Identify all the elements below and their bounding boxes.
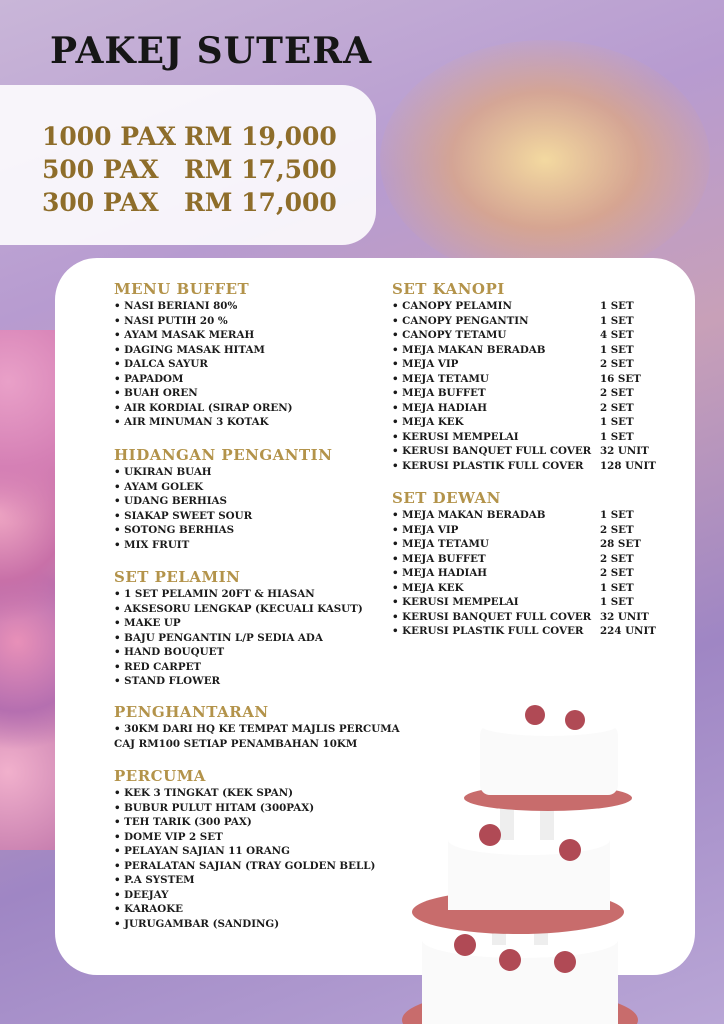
list-item: • AIR MINUMAN 3 KOTAK bbox=[114, 416, 269, 428]
item-quantity: 1 SET bbox=[600, 581, 634, 594]
list-item: • KEK 3 TINGKAT (KEK SPAN) bbox=[114, 787, 294, 799]
item-quantity: 4 SET bbox=[600, 329, 634, 341]
item-quantity: 128 UNIT bbox=[600, 459, 656, 472]
list-item: • DAGING MASAK HITAM bbox=[114, 343, 265, 356]
list-item: • STAND FLOWER bbox=[114, 675, 221, 687]
item-name: • MEJA MAKAN BERADAB bbox=[392, 509, 546, 521]
item-quantity: 2 SET bbox=[600, 387, 634, 399]
chandelier-glow bbox=[380, 40, 710, 280]
list-item: • 30KM DARI HQ KE TEMPAT MAJLIS PERCUMA bbox=[114, 723, 400, 735]
price-row: 1000 PAX RM 19,000 bbox=[42, 122, 337, 151]
list-item: • PAPADOM bbox=[114, 372, 184, 385]
list-item: • UDANG BERHIAS bbox=[114, 495, 227, 507]
item-quantity: 1 SET bbox=[600, 416, 634, 428]
item-name: • MEJA BUFFET bbox=[392, 552, 486, 565]
price-row: 300 PAX RM 17,000 bbox=[42, 188, 337, 217]
list-item bbox=[392, 328, 656, 343]
list-item: • UKIRAN BUAH bbox=[114, 466, 212, 478]
list-item bbox=[392, 386, 656, 401]
list-item: • JURUGAMBAR (SANDING) bbox=[114, 917, 280, 930]
section-set-dewan bbox=[392, 489, 656, 639]
section-heading: HIDANGAN PENGANTIN bbox=[114, 446, 333, 464]
list-item: • SIAKAP SWEET SOUR bbox=[114, 509, 253, 522]
item-name: • MEJA TETAMU bbox=[392, 538, 489, 550]
section-percuma bbox=[114, 767, 375, 931]
item-name: • CANOPY PENGANTIN bbox=[392, 314, 529, 327]
list-item bbox=[392, 552, 656, 567]
list-item bbox=[392, 430, 656, 445]
list-item bbox=[392, 459, 656, 474]
list-item: • TEH TARIK (300 PAX) bbox=[114, 816, 252, 828]
list-item: • DEEJAY bbox=[114, 888, 169, 901]
list-item: • HAND BOUQUET bbox=[114, 646, 225, 658]
item-quantity: 1 SET bbox=[600, 509, 634, 521]
list-item: • BAJU PENGANTIN L/P SEDIA ADA bbox=[114, 631, 323, 644]
list-item: • DALCA SAYUR bbox=[114, 358, 208, 370]
item-quantity: 1 SET bbox=[600, 430, 634, 443]
list-item bbox=[392, 595, 656, 610]
section-heading: PERCUMA bbox=[114, 767, 206, 785]
item-name: • MEJA HADIAH bbox=[392, 401, 488, 414]
item-name: • CANOPY TETAMU bbox=[392, 329, 507, 341]
list-item: • AYAM MASAK MERAH bbox=[114, 329, 255, 341]
item-quantity: 28 SET bbox=[600, 538, 641, 550]
section-penghantaran bbox=[114, 703, 400, 751]
item-list bbox=[114, 786, 375, 931]
section-set-kanopi bbox=[392, 280, 656, 473]
item-list bbox=[114, 722, 400, 751]
list-item bbox=[392, 343, 656, 358]
list-item bbox=[392, 314, 656, 329]
section-heading: SET KANOPI bbox=[392, 280, 505, 298]
list-item: CAJ RM100 SETIAP PENAMBAHAN 10KM bbox=[114, 737, 358, 750]
list-item bbox=[392, 581, 656, 596]
item-name: • KERUSI BANQUET FULL COVER bbox=[392, 610, 592, 623]
item-list bbox=[392, 299, 656, 473]
wedding-cake-image bbox=[400, 700, 640, 1024]
list-item: • BUAH OREN bbox=[114, 387, 198, 399]
item-quantity: 2 SET bbox=[600, 552, 634, 565]
item-name: • MEJA VIP bbox=[392, 358, 459, 370]
item-name: • MEJA HADIAH bbox=[392, 567, 488, 579]
list-item: • BUBUR PULUT HITAM (300PAX) bbox=[114, 801, 315, 814]
section-set-pelamin bbox=[114, 568, 363, 689]
list-item: • NASI PUTIH 20 % bbox=[114, 314, 228, 327]
list-item bbox=[392, 444, 656, 459]
item-name: • KERUSI MEMPELAI bbox=[392, 430, 519, 443]
item-name: • KERUSI BANQUET FULL COVER bbox=[392, 445, 592, 457]
item-name: • KERUSI MEMPELAI bbox=[392, 596, 519, 608]
item-quantity: 16 SET bbox=[600, 372, 641, 385]
list-item: • PELAYAN SAJIAN 11 ORANG bbox=[114, 845, 290, 857]
list-item bbox=[392, 401, 656, 416]
item-name: • MEJA BUFFET bbox=[392, 387, 486, 399]
item-name: • KERUSI PLASTIK FULL COVER bbox=[392, 625, 584, 637]
item-quantity: 2 SET bbox=[600, 358, 634, 370]
item-quantity: 1 SET bbox=[600, 596, 634, 608]
list-item bbox=[392, 624, 656, 639]
item-list bbox=[392, 508, 656, 639]
section-heading: PENGHANTARAN bbox=[114, 703, 269, 721]
list-item: • AYAM GOLEK bbox=[114, 480, 204, 493]
item-list bbox=[114, 587, 363, 689]
list-item bbox=[392, 537, 656, 552]
section-menu-buffet bbox=[114, 280, 293, 430]
list-item: • MAKE UP bbox=[114, 617, 181, 629]
item-quantity: 2 SET bbox=[600, 567, 634, 579]
section-heading: MENU BUFFET bbox=[114, 280, 250, 298]
item-quantity: 2 SET bbox=[600, 523, 634, 536]
item-name: • KERUSI PLASTIK FULL COVER bbox=[392, 459, 584, 472]
price-box bbox=[0, 85, 376, 245]
list-item bbox=[392, 415, 656, 430]
item-name: • MEJA MAKAN BERADAB bbox=[392, 343, 546, 356]
list-item bbox=[392, 299, 656, 314]
price-row: 500 PAX RM 17,500 bbox=[42, 155, 337, 184]
item-quantity: 32 UNIT bbox=[600, 610, 649, 623]
list-item: • RED CARPET bbox=[114, 660, 202, 673]
list-item bbox=[392, 372, 656, 387]
list-item bbox=[392, 566, 656, 581]
item-quantity: 1 SET bbox=[600, 300, 634, 312]
list-item: • KARAOKE bbox=[114, 903, 184, 915]
list-item: • AIR KORDIAL (SIRAP OREN) bbox=[114, 401, 293, 414]
list-item bbox=[392, 508, 656, 523]
item-quantity: 2 SET bbox=[600, 401, 634, 414]
item-list bbox=[114, 465, 332, 552]
item-list bbox=[114, 299, 293, 430]
item-name: • CANOPY PELAMIN bbox=[392, 300, 512, 312]
list-item: • DOME VIP 2 SET bbox=[114, 830, 223, 843]
section-heading: SET PELAMIN bbox=[114, 568, 241, 586]
item-quantity: 32 UNIT bbox=[600, 445, 649, 457]
list-item: • MIX FRUIT bbox=[114, 538, 190, 551]
list-item: • P.A SYSTEM bbox=[114, 874, 195, 886]
package-title: PAKEJ SUTERA bbox=[50, 30, 373, 72]
list-item bbox=[392, 357, 656, 372]
section-hidangan-pengantin bbox=[114, 446, 332, 552]
list-item bbox=[392, 523, 656, 538]
item-quantity: 1 SET bbox=[600, 314, 634, 327]
item-name: • MEJA VIP bbox=[392, 523, 459, 536]
item-name: • MEJA KEK bbox=[392, 416, 464, 428]
item-quantity: 1 SET bbox=[600, 343, 634, 356]
list-item: • SOTONG BERHIAS bbox=[114, 524, 235, 536]
list-item: • PERALATAN SAJIAN (TRAY GOLDEN BELL) bbox=[114, 859, 376, 872]
list-item: • AKSESORU LENGKAP (KECUALI KASUT) bbox=[114, 602, 363, 615]
section-heading: SET DEWAN bbox=[392, 489, 501, 507]
list-item bbox=[392, 610, 656, 625]
list-item: • 1 SET PELAMIN 20FT & HIASAN bbox=[114, 588, 315, 600]
item-name: • MEJA TETAMU bbox=[392, 372, 489, 385]
item-name: • MEJA KEK bbox=[392, 581, 464, 594]
list-item: • NASI BERIANI 80% bbox=[114, 300, 238, 312]
item-quantity: 224 UNIT bbox=[600, 625, 656, 637]
